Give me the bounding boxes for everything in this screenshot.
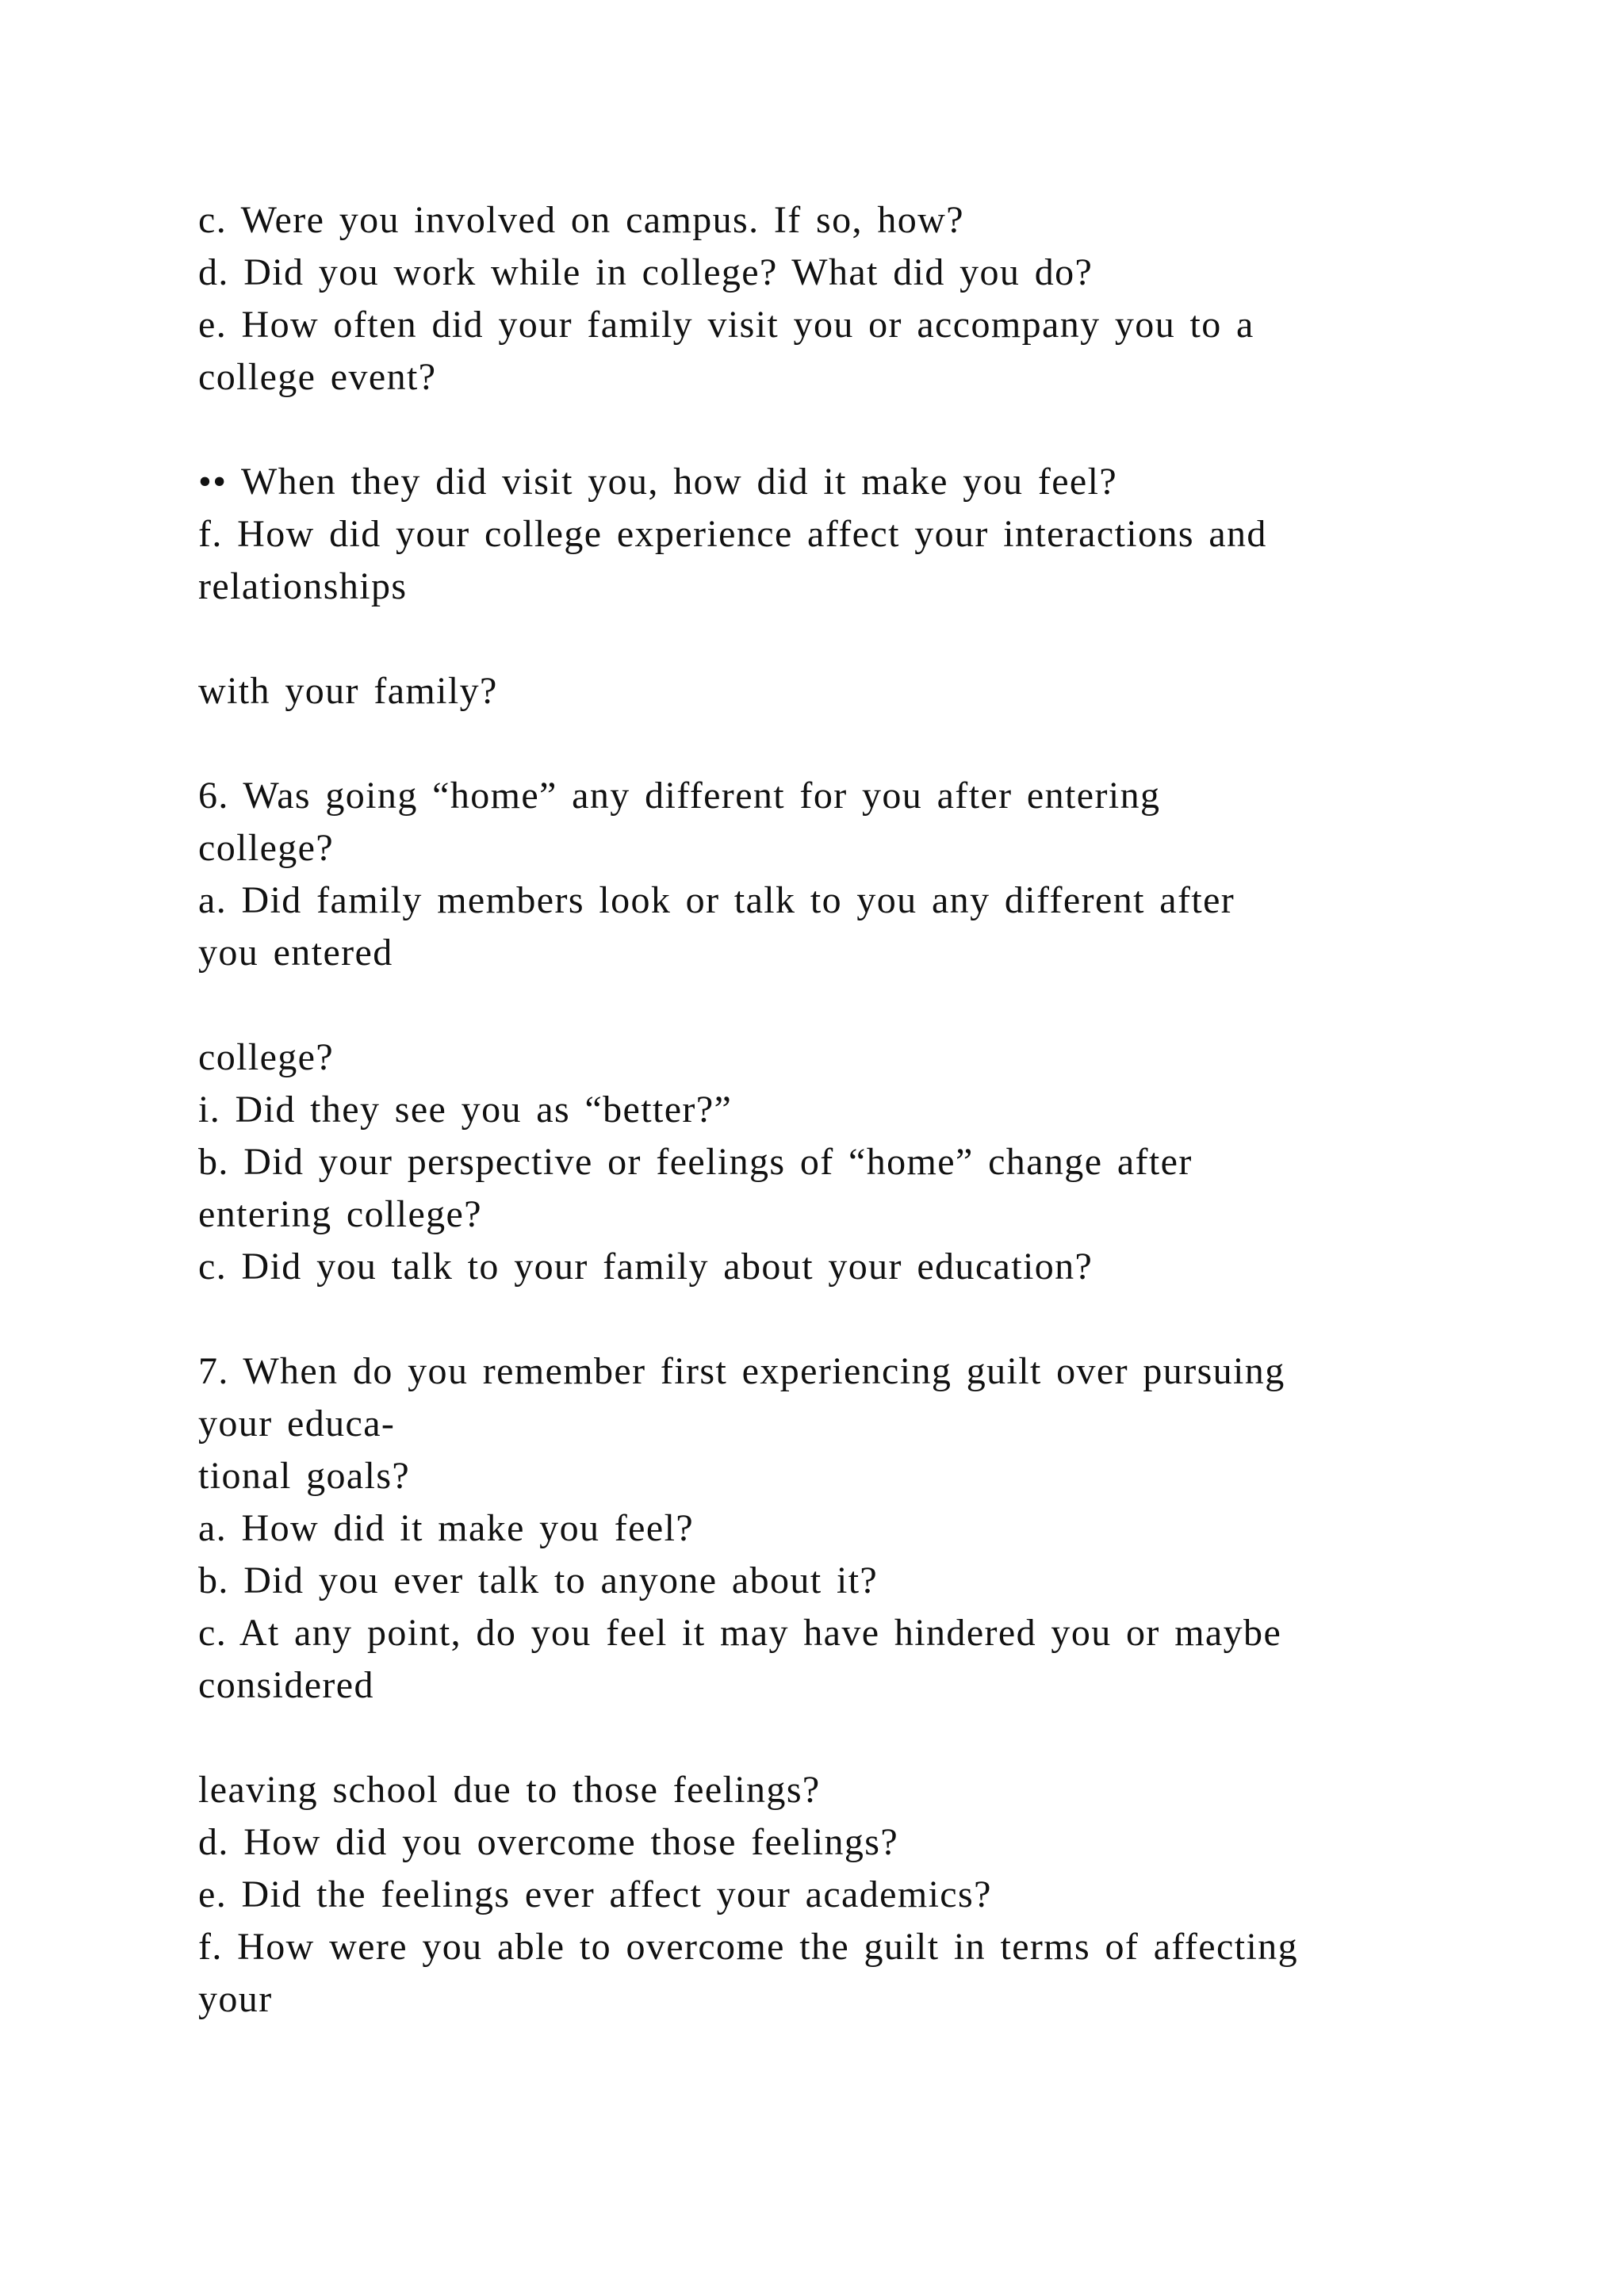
- document-text: [198, 194, 1530, 2026]
- text-line: entering college?: [198, 1193, 482, 1235]
- blank-line: [198, 613, 1530, 665]
- text-line: e. Did the feelings ever affect your academics?: [198, 1873, 992, 1915]
- text-line: f. How did your college experience affect your interactions and: [198, 513, 1267, 555]
- text-line: you entered: [198, 932, 393, 974]
- text-line: i. Did they see you as “better?”: [198, 1089, 733, 1131]
- text-line: tional goals?: [198, 1455, 411, 1497]
- text-line: college?: [198, 1036, 335, 1078]
- text-line: 7. When do you remember first experiencing guilt over pursuing: [198, 1350, 1285, 1392]
- blank-line: [198, 979, 1530, 1031]
- text-line: your: [198, 1978, 273, 2020]
- text-line: your educa-: [198, 1402, 396, 1445]
- text-line: e. How often did your family visit you or accompany you to a: [198, 304, 1254, 346]
- text-line: c. Did you talk to your family about your education?: [198, 1246, 1094, 1288]
- text-line: a. How did it make you feel?: [198, 1507, 695, 1549]
- text-line: c. At any point, do you feel it may have hindered you or maybe: [198, 1612, 1282, 1654]
- text-line: college event?: [198, 356, 437, 398]
- text-line: leaving school due to those feelings?: [198, 1769, 821, 1811]
- text-line: c. Were you involved on campus. If so, how?: [198, 199, 964, 241]
- blank-line: [198, 404, 1530, 456]
- text-line: f. How were you able to overcome the guilt in terms of affecting: [198, 1926, 1298, 1968]
- text-line: d. Did you work while in college? What did you do?: [198, 251, 1094, 293]
- text-line: b. Did your perspective or feelings of “home” change after: [198, 1141, 1193, 1183]
- text-line: relationships: [198, 565, 408, 607]
- text-line: with your family?: [198, 670, 498, 712]
- blank-line: [198, 1712, 1530, 1764]
- text-line: college?: [198, 827, 335, 869]
- text-line: 6. Was going “home” any different for you after entering: [198, 775, 1161, 817]
- text-line: d. How did you overcome those feelings?: [198, 1821, 899, 1863]
- text-line: b. Did you ever talk to anyone about it?: [198, 1559, 879, 1601]
- text-line: •• When they did visit you, how did it make you feel?: [198, 461, 1118, 503]
- text-line: considered: [198, 1664, 374, 1706]
- blank-line: [198, 1293, 1530, 1345]
- text-line: a. Did family members look or talk to you any different after: [198, 879, 1235, 921]
- blank-line: [198, 718, 1530, 770]
